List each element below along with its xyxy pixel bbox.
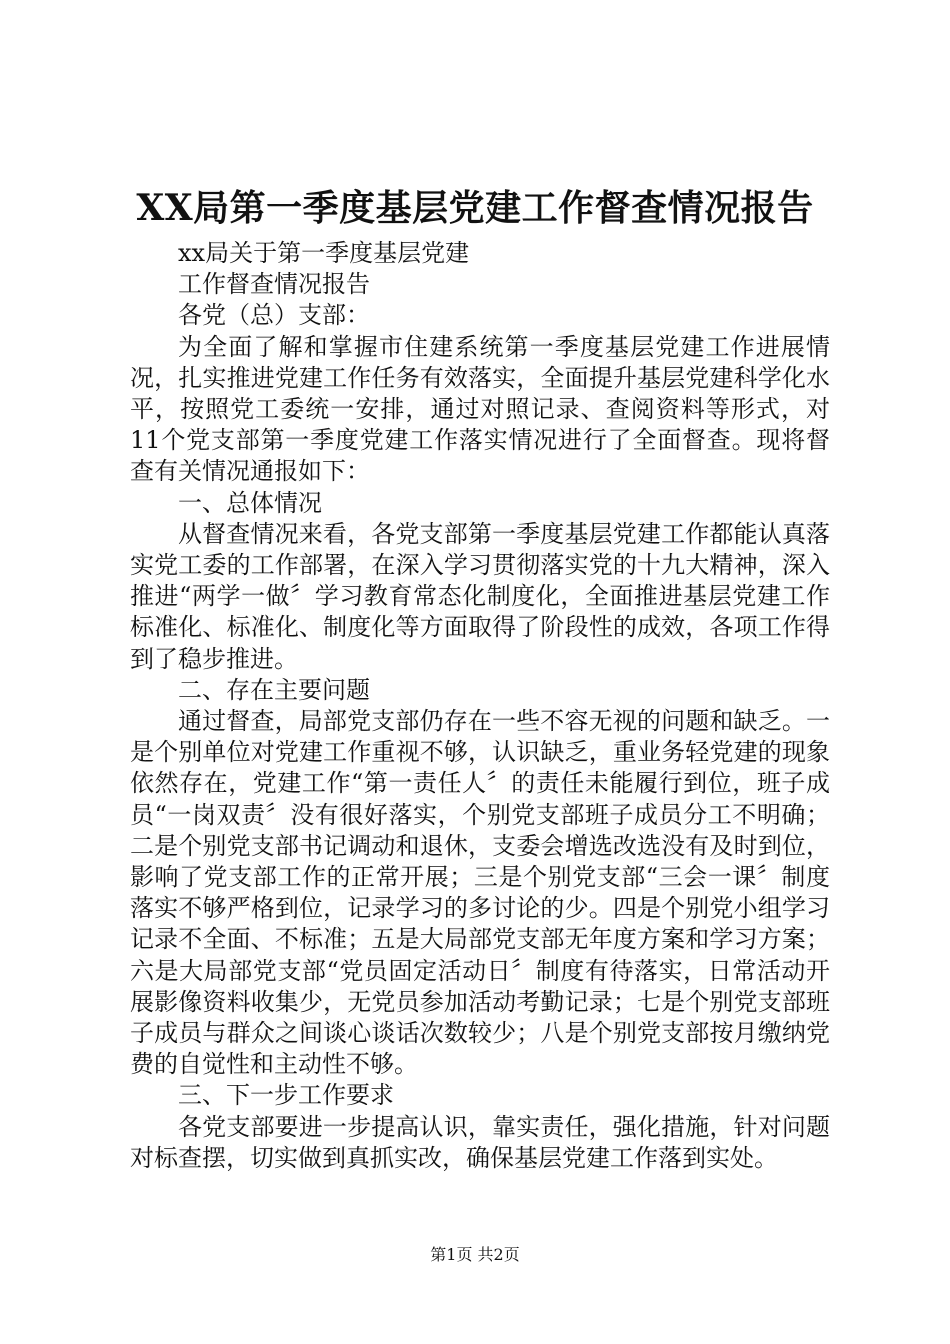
- intro-paragraph: 为全面了解和掌握市住建系统第一季度基层党建工作进展情况，扎实推进党建工作任务有效落实，全面提升基层党建科学化水平，按照党工委统一安排，通过对照记录、查阅资料等形式，对11个党支部第一季度党建工作落实情况进行了全面督查。现将督查有关情况通报如下：: [130, 332, 830, 486]
- section-heading-1: 一、总体情况: [178, 488, 322, 517]
- requirements-paragraph: 各党支部要进一步提高认识，靠实责任，强化措施，针对问题对标查摆，切实做到真抓实改，确保基层党建工作落到实处。: [130, 1112, 830, 1172]
- subtitle-line-1: xx局关于第一季度基层党建: [178, 239, 470, 267]
- overall-paragraph: 从督查情况来看，各党支部第一季度基层党建工作都能认真落实党工委的工作部署，在深入学习贯彻落实党的十九大精神，深入推进“两学一做〞学习教育常态化制度化，全面推进基层党建工作标准化、标准化、制度化等方面取得了阶段性的成效，各项工作得到了稳步推进。: [130, 519, 830, 673]
- document-body: [130, 238, 830, 1174]
- page-number: 第1页 共2页: [430, 1245, 520, 1264]
- document-title: XX局第一季度基层党建工作督查情况报告: [136, 187, 814, 229]
- subtitle-line-2: 工作督查情况报告: [178, 270, 370, 299]
- salutation: 各党（总）支部：: [178, 301, 370, 330]
- section-heading-2: 二、存在主要问题: [178, 675, 370, 704]
- problems-paragraph: 通过督查，局部党支部仍存在一些不容无视的问题和缺乏。一是个别单位对党建工作重视不够，认识缺乏，重业务轻党建的现象依然存在，党建工作“第一责任人〞的责任未能履行到位，班子成员“一岗双责〞没有很好落实，个别党支部班子成员分工不明确；二是个别党支部书记调动和退休，支委会增选改选没有及时到位，影响了党支部工作的正常开展；三是个别党支部“三会一课〞制度落实不够严格到位，记录学习的多讨论的少。四是个别党小组学习记录不全面、不标准；五是大局部党支部无年度方案和学习方案；六是大局部党支部“党员固定活动日〞制度有待落实，日常活动开展影像资料收集少，无党员参加活动考勤记录；七是个别党支部班子成员与群众之间谈心谈话次数较少；八是个别党支部按月缴纳党费的自觉性和主动性不够。: [130, 707, 830, 1079]
- section-heading-3: 三、下一步工作要求: [178, 1081, 394, 1110]
